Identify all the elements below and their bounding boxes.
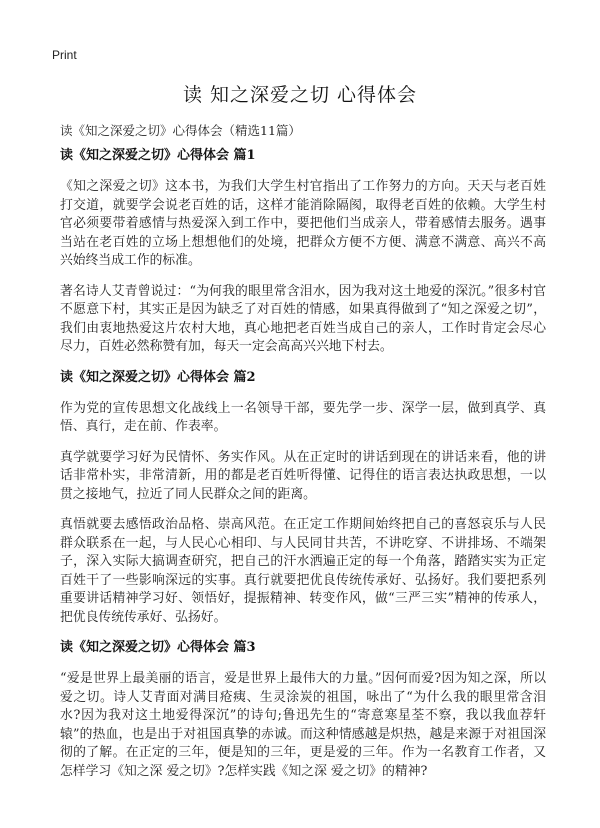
article-body [60,147,546,793]
paragraph: 《知之深爱之切》这本书，为我们大学生村官指出了工作努力的方向。天天与老百姓打交道，就要学会说老百姓的话，这样才能消除隔阂，取得老百姓的依赖。大学生村官必须要带着感情与热爱深入到工作中，要把他们当成亲人，带着感情去服务。遇事当站在老百姓的立场上想想他们的处境，把群众方便不方便、满意不满意、高兴不高兴始终当成工作的标准。 [60,179,546,268]
paragraph: 真学就要学习好为民情怀、务实作风。从在正定时的讲话到现在的讲话来看，他的讲话非常朴实，非常清新，用的都是老百姓听得懂、记得住的语言表达执政思想，一以贯之接地气，拉近了同人民群众之间的距离。 [60,449,546,502]
section-1 [60,147,546,357]
section-3 [60,639,546,781]
page-title: 读 知之深爱之切 心得体会 [182,84,418,106]
paragraph: 真悟就要去感悟政治品格、崇高风范。在正定工作期间始终把自己的喜怒哀乐与人民群众联系在一起，与人民心心相印、与人民同甘共苦，不讲吃穿、不讲排场、不端架子，深入实际大搞调查研究，把自己的汗水洒遍正定的每一个角落，踏踏实实为正定百姓干了一些影响深远的实事。真行就要把优良传统传承好、弘扬好。我们要把系列重要讲话精神学习好、领悟好，提振精神、转变作风，做“三严三实”精神的传承人，把优良传统传承好、弘扬好。 [60,517,546,625]
print-link[interactable]: Print [52,48,77,62]
section-heading: 读《知之深爱之切》心得体会 篇3 [60,640,256,655]
paragraph: 著名诗人艾青曾说过：“为何我的眼里常含泪水，因为我对这土地爱的深沉。”很多村官不愿意下村，其实正是因为缺乏了对百姓的情感，如果真得做到了“知之深爱之切”，我们由衷地热爱这片农村大地，真心地把老百姓当成自己的亲人，工作时肯定会尽心尽力，百姓必然称赞有加，每天一定会高高兴兴地下村去。 [60,283,546,354]
section-heading: 读《知之深爱之切》心得体会 篇2 [60,369,256,385]
section-heading: 读《知之深爱之切》心得体会 篇1 [60,148,256,163]
paragraph: “爱是世界上最美丽的语言，爱是世界上最伟大的力量。”因何而爱?因为知之深，所以爱之切。诗人艾青面对满目疮痍、生灵涂炭的祖国，咏出了“为什么我的眼里常含泪水?因为我对这土地爱得深沉”的诗句;鲁迅先生的“寄意寒星荃不察，我以我血荐轩辕”的热血，也是出于对祖国真挚的赤诚。而这种情感越是炽热，越是来源于对祖国深彻的了解。在正定的三年，便是知的三年，更是爱的三年。作为一名教育工作者，又怎样学习《知之深 爱之切》?怎样实践《知之深 爱之切》的精神? [60,671,546,779]
document-subtitle: 读《知之深爱之切》心得体会（精选11篇） [60,123,301,138]
section-2 [60,369,546,628]
paragraph: 作为党的宣传思想文化战线上一名领导干部，要先学一步、深学一层，做到真学、真悟、真行，走在前、作表率。 [60,400,546,434]
